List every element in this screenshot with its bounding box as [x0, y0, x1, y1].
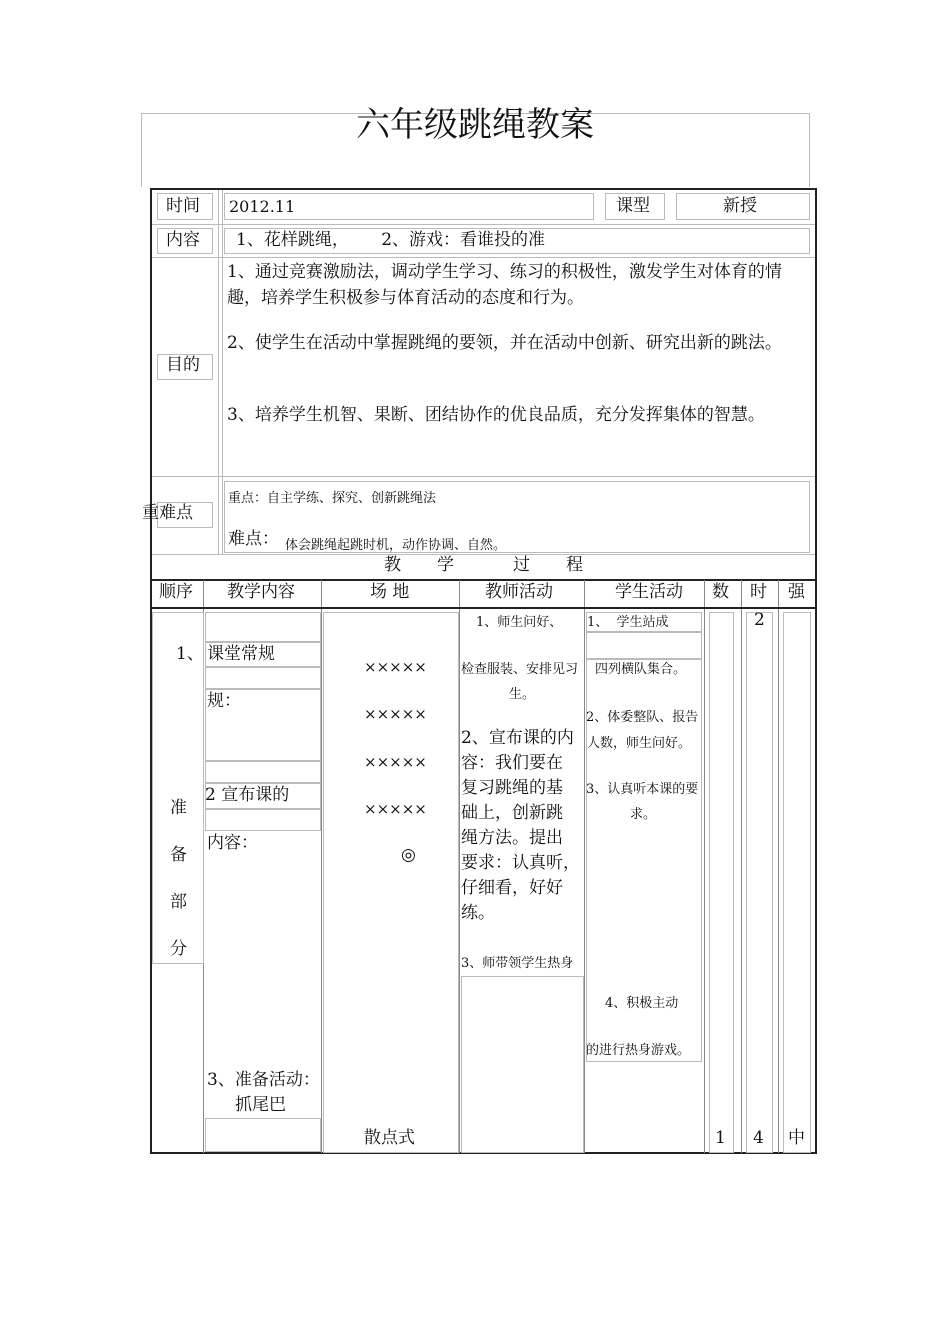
intensity-cell: [783, 612, 811, 1153]
content-routine-2: 规：: [207, 691, 241, 711]
time-label: 时间: [166, 196, 200, 216]
teacher-announce-6: 要求：认真听，: [461, 853, 580, 873]
venue-row-4: ×××××: [364, 800, 427, 818]
col-header-content: 教学内容: [227, 582, 295, 602]
student-line-4a: 3、认真听本课的要: [586, 782, 699, 797]
venue-cell: [323, 612, 459, 1153]
teacher-announce-3: 复习跳绳的基: [461, 778, 563, 798]
student-cell-b: [586, 632, 702, 659]
order-number: 1、: [176, 644, 204, 664]
difficulty-text: 体会跳绳起跳时机，动作协调、自然。: [285, 538, 507, 553]
part-char-4: 分: [170, 939, 187, 959]
teacher-cell-bottom: [461, 976, 584, 1153]
student-line-2: 四列横队集合。: [595, 662, 687, 677]
content-warmup-2: 抓尾巴: [235, 1095, 286, 1115]
header-col-separator: [218, 190, 219, 554]
time-cell: [746, 612, 773, 1153]
process-title-char-4: 程: [566, 555, 583, 575]
student-line-4b: 求。: [630, 807, 657, 822]
col-sep-teacher: [584, 580, 585, 1153]
col-sep-time: [778, 580, 779, 1153]
col-header-teacher: 教师活动: [485, 582, 553, 602]
count-cell: [709, 612, 734, 1153]
difficulty-prefix: 难点：: [228, 529, 279, 549]
table-right-border: [815, 188, 817, 1154]
col-header-order: 顺序: [159, 582, 193, 602]
content-cell-a: [205, 612, 321, 642]
teacher-announce-2: 容：我们要在: [461, 753, 563, 773]
teacher-line-1: 1、师生问好、: [476, 615, 563, 630]
difficulty-label: 重难点: [142, 503, 193, 523]
time-value-bottom: 4: [753, 1128, 764, 1148]
document-title: 六年级跳绳教案: [356, 105, 594, 145]
intensity-value: 中: [788, 1128, 805, 1148]
content-routine-1: 课堂常规: [207, 644, 275, 664]
venue-scatter: 散点式: [364, 1128, 415, 1148]
row-separator-2: [152, 257, 815, 258]
process-title-char-2: 学: [437, 555, 454, 575]
row-separator-3: [152, 476, 815, 477]
process-title-top: [152, 554, 815, 555]
content-value: 1、花样跳绳， 2、游戏：看谁投的准: [236, 230, 546, 250]
col-sep-venue: [459, 580, 460, 1153]
time-value-top: 2: [754, 610, 765, 630]
col-sep-content: [321, 580, 322, 1153]
venue-row-3: ×××××: [364, 753, 427, 771]
part-char-3: 部: [170, 892, 187, 912]
content-warmup-1: 3、准备活动：: [207, 1070, 320, 1090]
key-point: 重点：自主学练、探究、创新跳绳法: [228, 491, 437, 506]
content-cell-e: [205, 761, 321, 783]
type-value: 新授: [723, 196, 757, 216]
teacher-announce-5: 绳方法。提出: [461, 828, 563, 848]
type-label: 课型: [616, 196, 650, 216]
teacher-announce-4: 础上，创新跳: [461, 803, 563, 823]
goal-2: 2、使学生在活动中掌握跳绳的要领，并在活动中创新、研究出新的跳法。: [227, 333, 782, 353]
teacher-line-2: 检查服装、安排见习: [461, 662, 579, 677]
content-cell-g: [205, 809, 321, 831]
venue-teacher-mark: ◎: [401, 845, 416, 865]
table-top-border: [150, 188, 817, 190]
col-header-venue: 场 地: [370, 582, 410, 602]
col-header-student: 学生活动: [615, 582, 683, 602]
student-line-5a: 4、积极主动: [605, 996, 679, 1011]
col-header-count: 数: [712, 582, 729, 602]
venue-row-1: ×××××: [364, 658, 427, 676]
content-announce-1: 2 宣布课的: [205, 785, 290, 805]
col-sep-count: [741, 580, 742, 1153]
teacher-announce-8: 练。: [461, 903, 495, 923]
header-col-separator-2: [222, 190, 223, 554]
goal-1: 1、通过竞赛激励法，调动学生学习、练习的积极性，激发学生对体育的情趣，培养学生积极参与体育活动的态度和行为。: [227, 262, 782, 308]
content-cell-c: [205, 667, 321, 689]
student-line-3a: 2、体委整队、报告: [586, 710, 699, 725]
student-line-5b: 的进行热身游戏。: [586, 1043, 691, 1058]
teacher-announce-1: 2、宣布课的内: [461, 728, 574, 748]
col-header-intensity: 强: [788, 582, 805, 602]
col-sep-student: [704, 580, 705, 1153]
process-header-bottom: [150, 607, 817, 609]
part-char-2: 备: [170, 845, 187, 865]
content-cell-h: [205, 1118, 321, 1152]
count-value: 1: [715, 1128, 726, 1148]
student-line-1: 1、 学生站成: [587, 615, 669, 630]
process-header-top: [150, 579, 817, 581]
content-announce-2: 内容：: [207, 833, 258, 853]
venue-row-2: ×××××: [364, 705, 427, 723]
process-title-char-1: 教: [384, 555, 401, 575]
part-char-1: 准: [170, 798, 187, 818]
col-header-time: 时: [750, 582, 767, 602]
goal-label: 目的: [166, 355, 200, 375]
goal-3: 3、培养学生机智、果断、团结协作的优良品质，充分发挥集体的智慧。: [227, 405, 765, 425]
teacher-line-3: 生。: [509, 687, 536, 702]
content-label: 内容: [166, 230, 200, 250]
process-title-char-3: 过: [513, 555, 530, 575]
time-value: 2012.11: [229, 197, 296, 216]
row-separator-1: [152, 224, 815, 225]
student-line-3b: 人数，师生问好。: [587, 736, 692, 751]
teacher-announce-7: 仔细看，好好: [461, 878, 563, 898]
teacher-warmup: 3、师带领学生热身: [461, 956, 574, 971]
